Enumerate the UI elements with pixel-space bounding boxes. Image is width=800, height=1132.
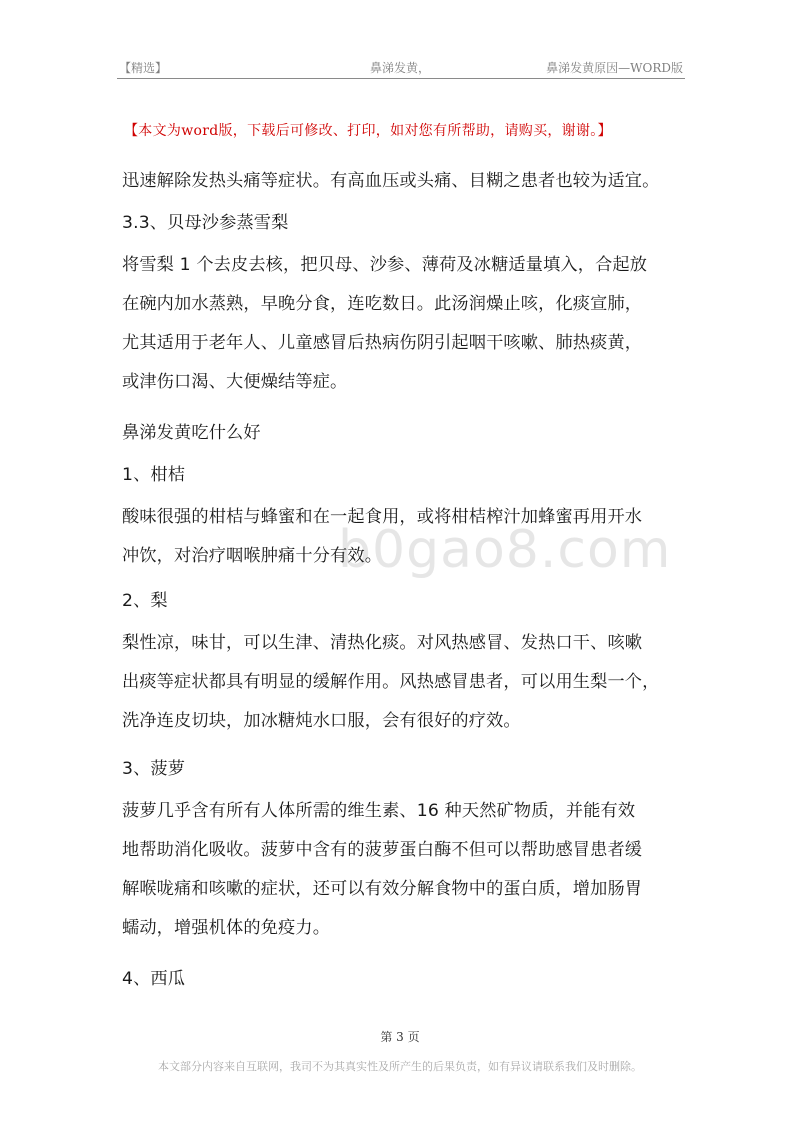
page-header xyxy=(117,56,685,79)
paragraph-1 xyxy=(122,162,688,201)
text-line: 在碗内加水蒸熟，早晚分食，连吃数日。此汤润燥止咳，化痰宣肺， xyxy=(122,294,643,314)
heading-3 xyxy=(122,750,688,789)
header-left-text: 【精选】 xyxy=(119,61,168,75)
header-right-text: 鼻涕发黄原因—WORD版 xyxy=(546,61,683,75)
heading-text: 1、柑桔 xyxy=(122,465,186,485)
footer-disclaimer: 本文部分内容来自互联网，我司不为其真实性及所产生的后果负责，如有异议请联系我们及时删除。 xyxy=(158,1060,642,1073)
text-line: 迅速解除发热头痛等症状。有高血压或头痛、目糊之患者也较为适宜。 xyxy=(122,171,660,191)
page-number: 第 3 页 xyxy=(380,1030,420,1044)
heading-text: 3、菠萝 xyxy=(122,759,186,779)
heading-3-3 xyxy=(122,204,688,243)
text-line: 地帮助消化吸收。菠萝中含有的菠萝蛋白酶不但可以帮助感冒患者缓 xyxy=(122,840,643,860)
text-line: 冲饮，对治疗咽喉肿痛十分有效。 xyxy=(122,546,383,566)
text-line: 出痰等症状都具有明显的缓解作用。风热感冒患者，可以用生梨一个， xyxy=(122,672,660,692)
text-line: 将雪梨 1 个去皮去核，把贝母、沙参、薄荷及冰糖适量填入，合起放 xyxy=(122,255,648,275)
text-line: 或津伤口渴、大便燥结等症。 xyxy=(122,372,348,392)
text-line: 酸味很强的柑桔与蜂蜜和在一起食用，或将柑桔榨汁加蜂蜜再用开水 xyxy=(122,507,643,527)
heading-text: 2、梨 xyxy=(122,591,168,611)
heading-text: 4、西瓜 xyxy=(122,969,186,989)
text-line: 尤其适用于老年人、儿童感冒后热病伤阴引起咽干咳嗽、肺热痰黄， xyxy=(122,333,643,353)
heading-text: 3.3、贝母沙参蒸雪梨 xyxy=(122,213,289,233)
download-notice: 【本文为word版，下载后可修改、打印，如对您有所帮助，请购买，谢谢。】 xyxy=(124,123,612,139)
text-line: 蠕动，增强机体的免疫力。 xyxy=(122,918,331,938)
watermark: b0gao8.com xyxy=(338,520,672,580)
heading-1 xyxy=(122,456,688,495)
text-line: 洗净连皮切块，加冰糖炖水口服，会有很好的疗效。 xyxy=(122,711,521,731)
paragraph-5 xyxy=(122,792,688,948)
paragraph-2 xyxy=(122,246,688,402)
text-line: 梨性凉，味甘，可以生津、清热化痰。对风热感冒、发热口干、咳嗽 xyxy=(122,633,643,653)
heading-2 xyxy=(122,582,688,621)
paragraph-3 xyxy=(122,498,688,576)
header-center-text: 鼻涕发黄， xyxy=(370,61,431,75)
heading-text: 鼻涕发黄吃什么好 xyxy=(122,423,261,443)
text-line: 解喉咙痛和咳嗽的症状，还可以有效分解食物中的蛋白质，增加肠胃 xyxy=(122,879,643,899)
paragraph-4 xyxy=(122,624,688,741)
section-heading xyxy=(122,414,688,453)
heading-4 xyxy=(122,960,688,999)
text-line: 菠萝几乎含有所有人体所需的维生素、16 种天然矿物质，并能有效 xyxy=(122,801,636,821)
